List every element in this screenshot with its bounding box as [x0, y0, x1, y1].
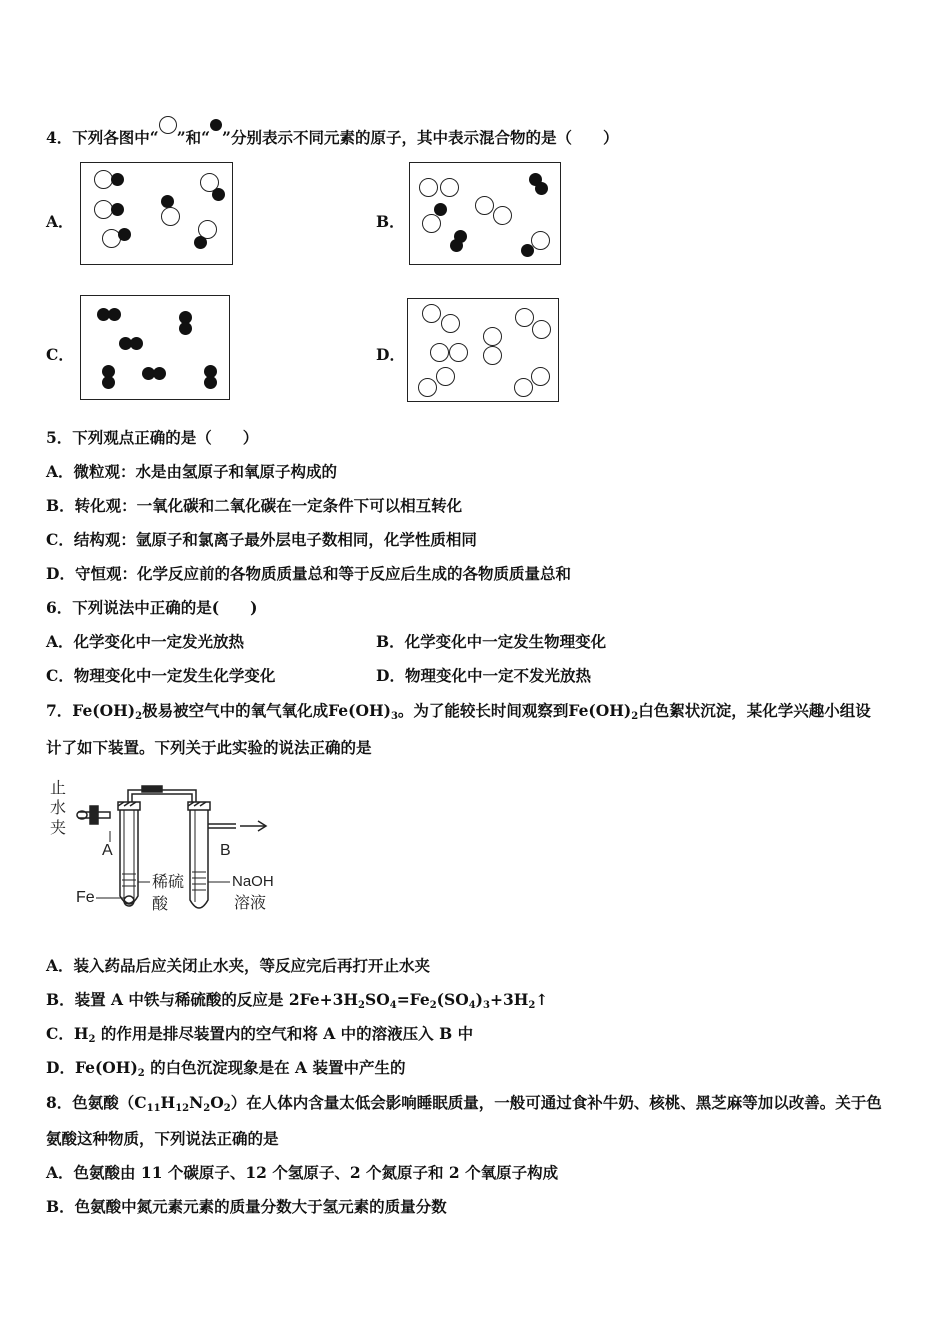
- black-atom-icon: [434, 203, 447, 216]
- q7-option-b: [46, 990, 548, 1010]
- q6-stem: 6．下列说法中正确的是( ): [46, 598, 258, 617]
- q5-option-d: D．守恒观：化学反应前的各物质质量总和等于反应后生成的各物质质量总和: [46, 564, 571, 583]
- q5-option-b: B．转化观：一氧化碳和二氧化碳在一定条件下可以相互转化: [46, 496, 463, 515]
- q7-b-sub: 4: [389, 1000, 397, 1011]
- black-atom-icon: [118, 228, 131, 241]
- q8-sub: 2: [203, 1103, 211, 1114]
- top-clamp: [142, 786, 162, 792]
- q7-text: 7．Fe(OH): [46, 701, 136, 720]
- q8-option-b: B．色氨酸中氮元素元素的质量分数大于氢元素的质量分数: [46, 1197, 447, 1216]
- white-atom-icon: [422, 304, 441, 323]
- q7-b-text: ): [475, 990, 484, 1009]
- black-atom-icon: [194, 236, 207, 249]
- q4-option-a-label: A．: [46, 212, 74, 231]
- q4-diagram-d: [407, 298, 559, 402]
- q7-text: 。为了能较长时间观察到Fe(OH): [397, 701, 632, 720]
- acid-label-2: 酸: [152, 896, 169, 913]
- clamp-label-3: 夹: [50, 820, 67, 837]
- black-atom-icon: [212, 188, 225, 201]
- q7-b-text: B．装置 A 中铁与稀硫酸的反应是 2Fe+3H: [46, 990, 359, 1009]
- black-atom-icon: [204, 376, 217, 389]
- q6-option-c: C．物理变化中一定发生化学变化: [46, 666, 276, 685]
- q8-stem-line2: 氨酸这种物质，下列说法正确的是: [46, 1129, 279, 1148]
- clamp-label-2: 水: [50, 800, 67, 817]
- white-atom-icon: [483, 346, 502, 365]
- white-atom-icon: [475, 196, 494, 215]
- black-atom-icon: [111, 203, 124, 216]
- white-atom-icon: [532, 320, 551, 339]
- q7-b-text: ↑: [535, 990, 549, 1009]
- side-clamp-icon: [90, 806, 98, 824]
- q4-diagram-a: [80, 162, 233, 265]
- q7-subscript: 3: [390, 711, 398, 722]
- white-atom-icon: [531, 231, 550, 250]
- tube-b-label: B: [220, 842, 231, 859]
- white-atom-icon: [483, 327, 502, 346]
- white-atom-icon: [159, 116, 177, 134]
- naoh-label-1: NaOH: [232, 873, 274, 890]
- q8-sub: 11: [146, 1103, 161, 1114]
- q6-option-b: B．化学变化中一定发生物理变化: [376, 632, 607, 651]
- q8-text: H: [160, 1093, 176, 1112]
- white-atom-icon: [493, 206, 512, 225]
- q7-subscript: 2: [135, 711, 143, 722]
- black-atom-icon: [111, 173, 124, 186]
- white-atom-icon: [440, 178, 459, 197]
- black-atom-icon: [102, 376, 115, 389]
- q4-stem-post: ”分别表示不同元素的原子，其中表示混合物的是（ ）: [222, 128, 619, 147]
- q7-text: 白色絮状沉淀，某化学兴趣小组设: [638, 701, 871, 720]
- q7-d-text: D．Fe(OH): [46, 1058, 138, 1077]
- black-atom-icon: [450, 239, 463, 252]
- q7-b-text: (SO: [436, 990, 469, 1009]
- black-atom-icon: [210, 119, 222, 131]
- white-atom-icon: [441, 314, 460, 333]
- white-atom-icon: [531, 367, 550, 386]
- q8-text: O: [210, 1093, 224, 1112]
- black-atom-icon: [130, 337, 143, 350]
- q8-sub: 2: [223, 1103, 231, 1114]
- q6-option-d: D．物理变化中一定不发光放热: [376, 666, 591, 685]
- black-atom-icon: [153, 367, 166, 380]
- naoh-label-2: 溶液: [234, 895, 267, 912]
- q7-b-text: =Fe: [396, 990, 430, 1009]
- q8-text: N: [189, 1093, 204, 1112]
- white-atom-icon: [418, 378, 437, 397]
- q4-stem-pre: 4．下列各图中“: [46, 128, 159, 147]
- white-atom-icon: [515, 308, 534, 327]
- q7-option-d: [46, 1058, 405, 1078]
- q4-option-c-label: C．: [46, 345, 74, 364]
- q4-stem: [46, 116, 618, 148]
- tube-b-liquid: [192, 872, 206, 890]
- white-atom-icon: [514, 378, 533, 397]
- q7-text: 极易被空气中的氧气氧化成Fe(OH): [142, 701, 391, 720]
- tube-a-label: A: [102, 842, 113, 859]
- q5-option-a: A．微粒观：水是由氢原子和氧原子构成的: [46, 462, 338, 481]
- q8-text: 8．色氨酸（C: [46, 1093, 147, 1112]
- black-atom-icon: [108, 308, 121, 321]
- q7-b-sub: 2: [358, 1000, 366, 1011]
- white-atom-icon: [422, 214, 441, 233]
- q7-apparatus: [44, 776, 284, 921]
- q7-c-text: C．H: [46, 1024, 89, 1043]
- q8-stem-line1: [46, 1093, 882, 1113]
- q7-b-text: +3H: [489, 990, 529, 1009]
- q7-b-sub: 2: [429, 1000, 437, 1011]
- q4-diagram-b: [409, 162, 561, 265]
- tube-a: [120, 810, 138, 904]
- q4-diagram-c: [80, 295, 230, 400]
- black-atom-icon: [521, 244, 534, 257]
- q4-stem-mid: ”和“: [176, 128, 211, 147]
- q4-option-b-label: B．: [376, 212, 405, 231]
- q7-d-sub: 2: [137, 1068, 145, 1079]
- tube-b: [190, 810, 208, 908]
- fe-label: Fe: [76, 889, 95, 906]
- q7-stem-line2: 计了如下装置。下列关于此实验的说法正确的是: [46, 738, 372, 757]
- black-atom-icon: [161, 195, 174, 208]
- q7-stem-line1: [46, 701, 871, 721]
- outlet-tube: [208, 824, 236, 828]
- white-atom-icon: [449, 343, 468, 362]
- black-atom-icon: [535, 182, 548, 195]
- q5-option-c: C．结构观：氩原子和氯离子最外层电子数相同，化学性质相同: [46, 530, 477, 549]
- tube-a-inner: [124, 810, 134, 903]
- acid-label-1: 稀硫: [152, 874, 185, 891]
- q5-stem: 5．下列观点正确的是（ ）: [46, 428, 259, 447]
- q8-sub: 12: [175, 1103, 190, 1114]
- black-atom-icon: [179, 322, 192, 335]
- q8-option-a: A．色氨酸由 11 个碳原子、12 个氢原子、2 个氮原子和 2 个氧原子构成: [46, 1163, 559, 1182]
- q6-option-a: A．化学变化中一定发光放热: [46, 632, 245, 651]
- connecting-tube-inner: [132, 794, 192, 806]
- white-atom-icon: [430, 343, 449, 362]
- clamp-label-1: 止: [50, 780, 67, 797]
- white-atom-icon: [419, 178, 438, 197]
- q7-c-sub: 2: [88, 1034, 96, 1045]
- q7-c-text: 的作用是排尽装置内的空气和将 A 中的溶液压入 B 中: [95, 1024, 474, 1043]
- q7-b-sub: 4: [468, 1000, 476, 1011]
- white-atom-icon: [161, 207, 180, 226]
- q7-option-a: A．装入药品后应关闭止水夹，等反应完后再打开止水夹: [46, 956, 431, 975]
- q8-text: ）在人体内含量太低会影响睡眠质量，一般可通过食补牛奶、核桃、黑芝麻等加以改善。关于色: [230, 1093, 882, 1112]
- q7-subscript: 2: [631, 711, 639, 722]
- q7-b-sub: 2: [528, 1000, 536, 1011]
- q7-b-text: SO: [365, 990, 390, 1009]
- q7-b-sub: 3: [483, 1000, 490, 1011]
- white-atom-icon: [436, 367, 455, 386]
- q4-option-d-label: D．: [376, 345, 405, 364]
- q7-option-c: [46, 1024, 473, 1044]
- q7-d-text: 的白色沉淀现象是在 A 装置中产生的: [144, 1058, 406, 1077]
